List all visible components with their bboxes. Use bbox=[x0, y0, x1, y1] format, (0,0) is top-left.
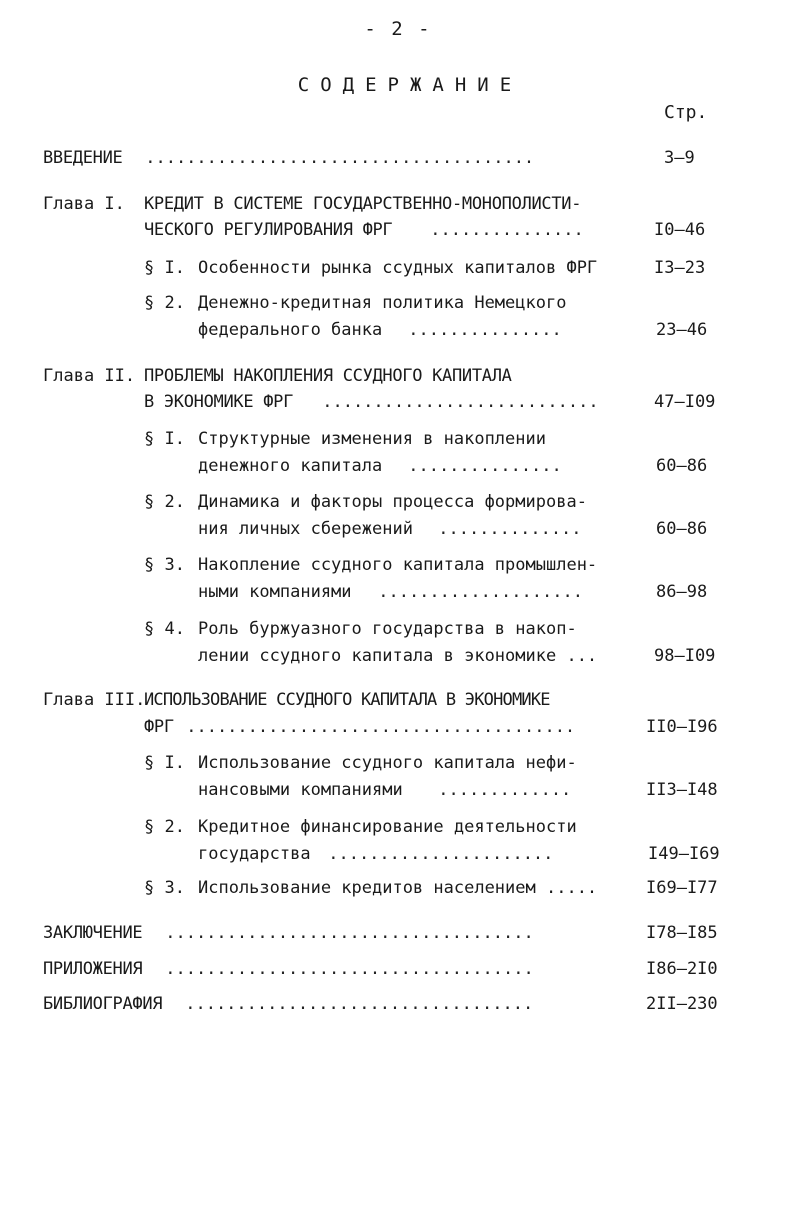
toc-entry-text: Динамика и факторы процесса формирова- bbox=[198, 492, 587, 512]
toc-entry-text: Денежно-кредитная политика Немецкого bbox=[198, 293, 567, 313]
toc-entry-pages: 47–I09 bbox=[654, 392, 716, 412]
toc-entry-text: БИБЛИОГРАФИЯ bbox=[43, 994, 163, 1014]
toc-entry-text: денежного капитала bbox=[198, 456, 383, 476]
toc-section-label: § I. bbox=[144, 258, 185, 278]
toc-entry-text: ЧЕСКОГО РЕГУЛИРОВАНИЯ ФРГ bbox=[144, 220, 393, 240]
toc-entry-text: федерального банка bbox=[198, 320, 383, 340]
toc-section-label: § I. bbox=[144, 753, 185, 773]
toc-entry-text: нансовыми компаниями bbox=[198, 780, 403, 800]
page-number: - 2 - bbox=[364, 18, 432, 40]
toc-entry-text: КРЕДИТ В СИСТЕМЕ ГОСУДАРСТВЕННО-МОНОПОЛИСТИ- bbox=[144, 194, 582, 214]
toc-entry-text: ПРОБЛЕМЫ НАКОПЛЕНИЯ ССУДНОГО КАПИТАЛА bbox=[144, 366, 512, 386]
toc-entry-text: государства bbox=[198, 844, 311, 864]
leader-dots: ........................... bbox=[312, 392, 599, 412]
leader-dots: ............... bbox=[398, 320, 562, 340]
toc-entry-pages: I86–2I0 bbox=[646, 959, 718, 979]
toc-chapter-label: Глава II. bbox=[43, 366, 136, 386]
toc-entry-text: Накопление ссудного капитала промышлен- bbox=[198, 555, 598, 575]
toc-section-label: § I. bbox=[144, 429, 185, 449]
leader-dots: ...................................... bbox=[176, 717, 576, 737]
leader-dots: ...................................... bbox=[135, 148, 535, 168]
toc-entry-pages: 60–86 bbox=[656, 456, 708, 476]
leader-dots: .............. bbox=[428, 519, 582, 539]
leader-dots: .................................... bbox=[155, 959, 534, 979]
leader-dots: ............. bbox=[428, 780, 572, 800]
toc-entry-pages: 3–9 bbox=[664, 148, 695, 168]
toc-chapter-label: Глава I. bbox=[43, 194, 125, 214]
toc-entry-pages: I78–I85 bbox=[646, 923, 718, 943]
toc-section-label: § 2. bbox=[144, 492, 185, 512]
leader-dots: .................................. bbox=[175, 994, 534, 1014]
toc-entry-pages: 98–I09 bbox=[654, 646, 716, 666]
toc-entry-text: ния личных сбережений bbox=[198, 519, 413, 539]
toc-entry-text: Особенности рынка ссудных капиталов ФРГ bbox=[198, 258, 598, 278]
toc-entry-text: ИСПОЛЬЗОВАНИЕ ССУДНОГО КАПИТАЛА В ЭКОНОМИКЕ bbox=[144, 690, 550, 710]
toc-section-label: § 3. bbox=[144, 555, 185, 575]
toc-chapter-label: Глава III. bbox=[43, 690, 146, 710]
leader-dots: ...................... bbox=[318, 844, 554, 864]
toc-entry-pages: 23–46 bbox=[656, 320, 708, 340]
toc-entry-pages: 86–98 bbox=[656, 582, 708, 602]
toc-section-label: § 4. bbox=[144, 619, 185, 639]
toc-entry-text: Использование кредитов населением ..... bbox=[198, 878, 598, 898]
leader-dots: .................................... bbox=[155, 923, 534, 943]
toc-entry-pages: I0–46 bbox=[654, 220, 706, 240]
toc-entry-text: Использование ссудного капитала нефи- bbox=[198, 753, 577, 773]
toc-entry-pages: I3–23 bbox=[654, 258, 706, 278]
toc-entry-pages: 2II–230 bbox=[646, 994, 718, 1014]
toc-entry-text: ФРГ bbox=[144, 717, 174, 737]
toc-entry-text: ЗАКЛЮЧЕНИЕ bbox=[43, 923, 143, 943]
toc-section-label: § 2. bbox=[144, 293, 185, 313]
toc-entry-pages: I69–I77 bbox=[646, 878, 718, 898]
toc-entry-pages: 60–86 bbox=[656, 519, 708, 539]
toc-entry-text: ВВЕДЕНИЕ bbox=[43, 148, 123, 168]
toc-entry-text: лении ссудного капитала в экономике ... bbox=[198, 646, 598, 666]
toc-entry-text: Роль буржуазного государства в накоп- bbox=[198, 619, 577, 639]
toc-entry-pages: II0–I96 bbox=[646, 717, 718, 737]
toc-section-label: § 3. bbox=[144, 878, 185, 898]
leader-dots: ............... bbox=[420, 220, 584, 240]
toc-entry-text: ными компаниями bbox=[198, 582, 352, 602]
toc-entry-text: В ЭКОНОМИКЕ ФРГ bbox=[144, 392, 294, 412]
page-column-label: Стр. bbox=[664, 102, 708, 123]
toc-entry-text: Структурные изменения в накоплении bbox=[198, 429, 546, 449]
toc-section-label: § 2. bbox=[144, 817, 185, 837]
toc-entry-pages: I49–I69 bbox=[648, 844, 720, 864]
toc-entry-text: ПРИЛОЖЕНИЯ bbox=[43, 959, 143, 979]
toc-entry-text: Кредитное финансирование деятельности bbox=[198, 817, 577, 837]
leader-dots: ............... bbox=[398, 456, 562, 476]
toc-entry-pages: II3–I48 bbox=[646, 780, 718, 800]
page-title: СОДЕРЖАНИЕ bbox=[297, 74, 523, 96]
leader-dots: .................... bbox=[368, 582, 583, 602]
